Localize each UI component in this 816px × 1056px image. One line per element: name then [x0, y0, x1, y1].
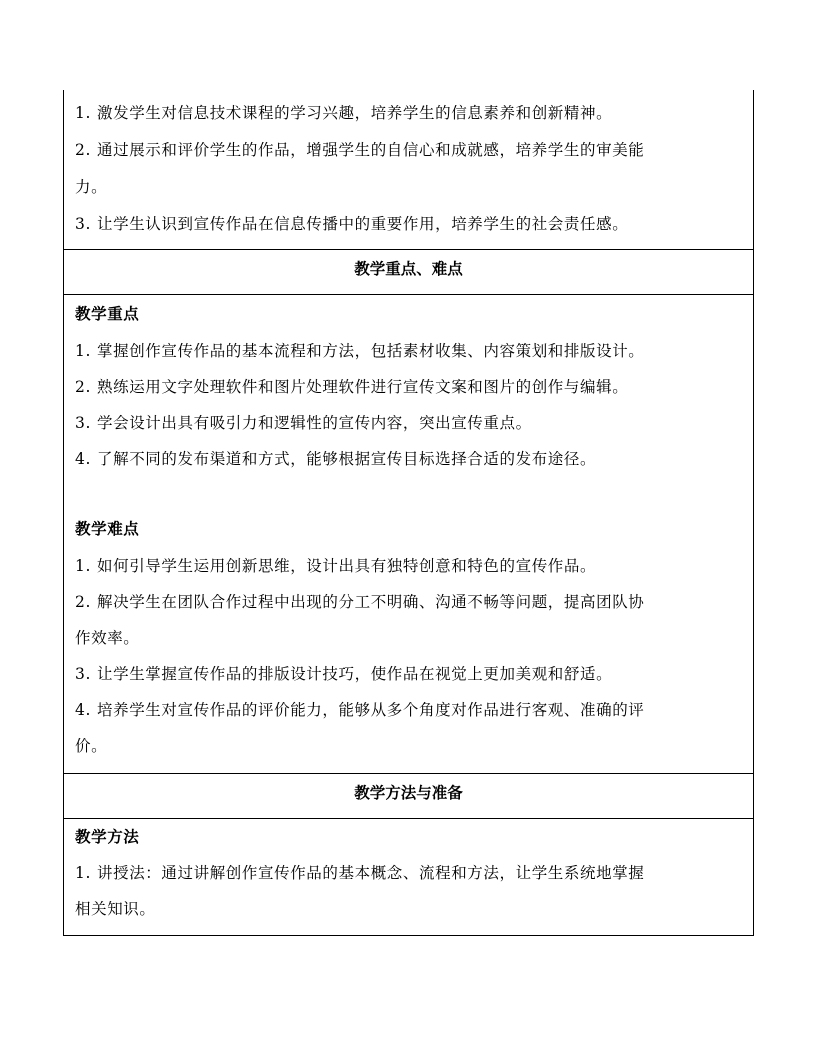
goal-item-1: 1. 激发学生对信息技术课程的学习兴趣，培养学生的信息素养和创新精神。 [75, 104, 613, 122]
key-point-item-3: 3. 学会设计出具有吸引力和逻辑性的宣传内容，突出宣传重点。 [75, 414, 532, 432]
row-divider [64, 818, 753, 819]
methods-heading: 教学方法 [75, 827, 140, 846]
difficult-point-item-3: 3. 让学生掌握宣传作品的排版设计技巧，使作品在视觉上更加美观和舒适。 [75, 665, 613, 683]
key-point-item-4: 4. 了解不同的发布渠道和方式，能够根据宣传目标选择合适的发布途径。 [75, 450, 597, 468]
key-point-item-1: 1. 掌握创作宣传作品的基本流程和方法，包括素材收集、内容策划和排版设计。 [75, 342, 645, 360]
difficult-points-heading: 教学难点 [75, 519, 140, 538]
goal-item-3: 3. 让学生认识到宣传作品在信息传播中的重要作用，培养学生的社会责任感。 [75, 215, 629, 233]
goal-item-2: 2. 通过展示和评价学生的作品，增强学生的自信心和成就感，培养学生的审美能 [75, 141, 645, 159]
goal-item-2-continuation: 力。 [75, 178, 108, 196]
method-item-1-continuation: 相关知识。 [75, 900, 156, 918]
row-divider [64, 294, 753, 295]
row-divider [64, 249, 753, 250]
difficult-point-item-2-continuation: 作效率。 [75, 629, 140, 647]
section-title-key-difficult: 教学重点、难点 [354, 259, 463, 278]
difficult-point-item-1: 1. 如何引导学生运用创新思维，设计出具有独特创意和特色的宣传作品。 [75, 557, 597, 575]
method-item-1: 1. 讲授法：通过讲解创作宣传作品的基本概念、流程和方法，让学生系统地掌握 [75, 864, 645, 882]
lesson-plan-table [63, 90, 754, 936]
key-point-item-2: 2. 熟练运用文字处理软件和图片处理软件进行宣传文案和图片的创作与编辑。 [75, 378, 629, 396]
row-divider [64, 773, 753, 774]
difficult-point-item-4: 4. 培养学生对宣传作品的评价能力，能够从多个角度对作品进行客观、准确的评 [75, 701, 645, 719]
section-title-methods: 教学方法与准备 [354, 783, 463, 802]
key-points-heading: 教学重点 [75, 304, 140, 323]
difficult-point-item-2: 2. 解决学生在团队合作过程中出现的分工不明确、沟通不畅等问题，提高团队协 [75, 593, 645, 611]
difficult-point-item-4-continuation: 价。 [75, 737, 108, 755]
